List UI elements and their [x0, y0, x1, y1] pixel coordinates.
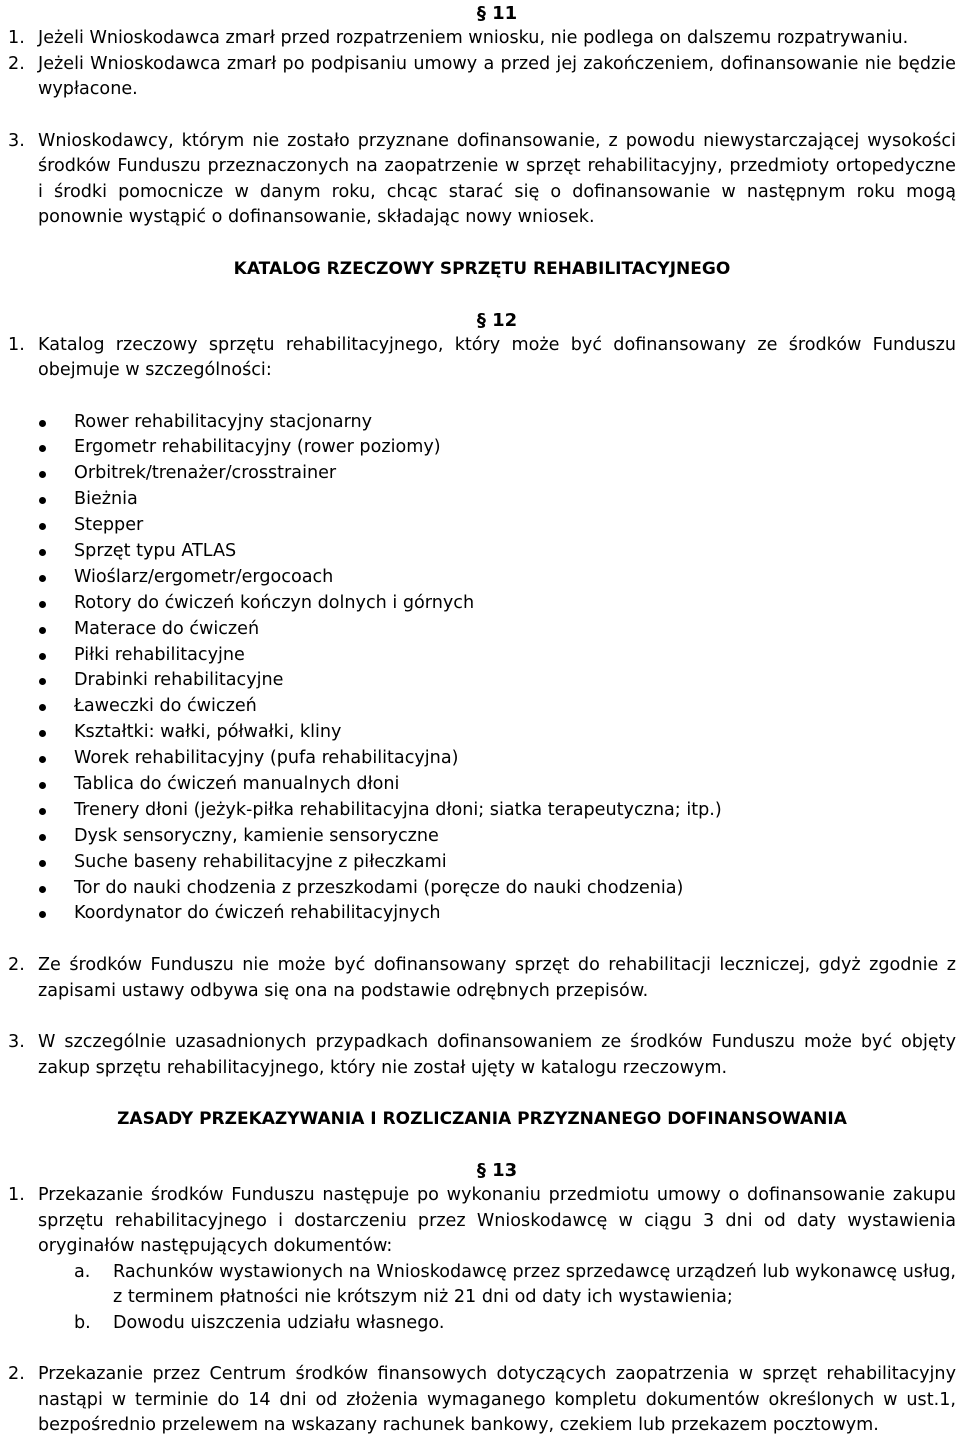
sec13-paragraph-2: [8, 1362, 956, 1439]
bullet-icon: [8, 591, 74, 617]
list-item: [8, 617, 956, 643]
list-item-text: Kształtki: wałki, półwałki, kliny: [74, 722, 342, 743]
paragraph-text: Przekazanie przez Centrum środków finansowych dotyczących zaopatrzenia w sprzęt rehabilitacyjny nastąpi w terminie do 14 dni od złożenia wymaganego kompletu dokumentów określonych w ust.1, bezpośrednio przelewem na wskazany rachunek bankowy, czekiem lub przekazem pocztowym.: [38, 1364, 956, 1436]
subparagraph-text: Dowodu uiszczenia udziału własnego.: [113, 1312, 445, 1333]
bullet-icon: [8, 539, 74, 565]
list-item: [8, 461, 956, 487]
paragraph-number: 1.: [8, 1185, 25, 1206]
list-item: [8, 435, 956, 461]
list-item: [8, 539, 956, 565]
list-item-text: Rower rehabilitacyjny stacjonarny: [74, 411, 373, 432]
bullet-icon: [8, 565, 74, 591]
list-item: [8, 772, 956, 798]
sec13-subparagraph-b: [8, 1311, 956, 1337]
equipment-list: [8, 410, 956, 928]
list-item-text: Rotory do ćwiczeń kończyn dolnych i górnych: [74, 592, 475, 613]
bullet-icon: [8, 876, 74, 902]
list-item-text: Orbitrek/trenażer/crosstrainer: [74, 463, 337, 484]
bullet-icon: [8, 668, 74, 694]
paragraph-text: Katalog rzeczowy sprzętu rehabilitacyjnego, który może być dofinansowany ze środków Funduszu obejmuje w szczególności:: [38, 334, 956, 380]
paragraph-number: 2.: [8, 1364, 25, 1385]
list-item-text: Bieżnia: [74, 489, 138, 510]
section-12-mark: § 12: [476, 309, 518, 331]
bullet-icon: [8, 772, 74, 798]
sec13-paragraph-1: [8, 1183, 956, 1260]
list-item-text: Sprzęt typu ATLAS: [74, 540, 237, 561]
list-item: [8, 850, 956, 876]
bullet-icon: [8, 720, 74, 746]
bullet-icon: [8, 410, 74, 436]
sec11-paragraph-2: [8, 52, 956, 103]
paragraph-text: Jeżeli Wnioskodawca zmarł przed rozpatrzeniem wniosku, nie podlega on dalszemu rozpatrywaniu.: [38, 28, 909, 48]
subparagraph-text: Rachunków wystawionych na Wnioskodawcę przez sprzedawcę urządzeń lub wykonawcę usług, z terminem płatności nie krótszym niż 21 dni od daty ich wystawienia;: [113, 1261, 956, 1308]
list-item: [8, 643, 956, 669]
bullet-icon: [8, 513, 74, 539]
paragraph-text: Ze środków Funduszu nie może być dofinansowany sprzęt do rehabilitacji leczniczej, gdyż zgodnie z zapisami ustawy odbywa się ona na podstawie odrębnych przepisów.: [38, 955, 956, 1001]
list-item-text: Ergometr rehabilitacyjny (rower poziomy): [74, 437, 441, 458]
list-item-text: Stepper: [74, 515, 144, 536]
list-item: [8, 565, 956, 591]
section-11-mark: § 11: [476, 3, 518, 24]
bullet-icon: [8, 643, 74, 669]
paragraph-text: W szczególnie uzasadnionych przypadkach dofinansowaniem ze środków Funduszu może być objęty zakup sprzętu rehabilitacyjnego, który nie został ujęty w katalogu rzeczowym.: [38, 1032, 956, 1078]
paragraph-number: 2.: [8, 955, 25, 976]
list-item: [8, 901, 956, 927]
heading-catalog: KATALOG RZECZOWY SPRZĘTU REHABILITACYJNEGO: [233, 258, 731, 279]
bullet-icon: [8, 487, 74, 513]
list-item-text: Worek rehabilitacyjny (pufa rehabilitacyjna): [74, 748, 459, 769]
list-item: [8, 798, 956, 824]
sec12-paragraph-2: [8, 953, 956, 1004]
paragraph-number: 3.: [8, 130, 25, 151]
list-item-text: Wioślarz/ergometr/ergocoach: [74, 566, 334, 587]
list-item: [8, 513, 956, 539]
subparagraph-letter: b.: [74, 1312, 91, 1333]
sec12-paragraph-3: [8, 1030, 956, 1081]
list-item-text: Koordynator do ćwiczeń rehabilitacyjnych: [74, 903, 441, 924]
list-item-text: Trenery dłoni (jeżyk-piłka rehabilitacyjna dłoni; siatka terapeutyczna; itp.): [74, 799, 722, 820]
bullet-icon: [8, 850, 74, 876]
bullet-icon: [8, 461, 74, 487]
list-item-text: Materace do ćwiczeń: [74, 618, 260, 639]
list-item: [8, 694, 956, 720]
list-item: [8, 410, 956, 436]
paragraph-text: Wnioskodawcy, którym nie zostało przyznane dofinansowanie, z powodu niewystarczającej wysokości środków Funduszu przeznaczonych na zaopatrzenie w sprzęt rehabilitacyjny, przedmioty ortopedyczne i środki pomocnicze w danym roku, chcąc starać się o dofinansowanie w następnym roku mogą ponownie wystąpić o dofinansowanie, składając nowy wniosek.: [38, 130, 956, 227]
subparagraph-letter: a.: [74, 1261, 91, 1282]
list-item-text: Piłki rehabilitacyjne: [74, 644, 245, 665]
sec13-subparagraph-a: [8, 1260, 956, 1311]
sec11-paragraph-1: [8, 26, 956, 52]
heading-rules: ZASADY PRZEKAZYWANIA I ROZLICZANIA PRZYZNANEGO DOFINANSOWANIA: [117, 1109, 847, 1130]
list-item-text: Tablica do ćwiczeń manualnych dłoni: [74, 773, 400, 794]
list-item: [8, 824, 956, 850]
document-page: [8, 0, 956, 1439]
list-item-text: Drabinki rehabilitacyjne: [74, 670, 284, 691]
paragraph-text: Jeżeli Wnioskodawca zmarł po podpisaniu umowy a przed jej zakończeniem, dofinansowanie nie będzie wypłacone.: [38, 53, 956, 99]
bullet-icon: [8, 901, 74, 927]
list-item: [8, 591, 956, 617]
bullet-icon: [8, 617, 74, 643]
list-item-text: Dysk sensoryczny, kamienie sensoryczne: [74, 825, 439, 846]
list-item-text: Tor do nauki chodzenia z przeszkodami (poręcze do nauki chodzenia): [74, 877, 684, 898]
list-item-text: Ławeczki do ćwiczeń: [74, 696, 257, 717]
bullet-icon: [8, 746, 74, 772]
list-item: [8, 487, 956, 513]
list-item: [8, 746, 956, 772]
bullet-icon: [8, 694, 74, 720]
sec12-paragraph-1: [8, 333, 956, 384]
list-item: [8, 876, 956, 902]
paragraph-number: 1.: [8, 28, 25, 48]
bullet-icon: [8, 824, 74, 850]
sec11-paragraph-3: [8, 129, 956, 231]
paragraph-number: 3.: [8, 1032, 25, 1053]
list-item: [8, 668, 956, 694]
bullet-icon: [8, 435, 74, 461]
section-13-mark: § 13: [476, 1160, 518, 1182]
paragraph-text: Przekazanie środków Funduszu następuje po wykonaniu przedmiotu umowy o dofinansowanie zakupu sprzętu rehabilitacyjnego i dostarczeniu przez Wnioskodawcę w ciągu 3 dni od daty wystawienia oryginałów następujących dokumentów:: [38, 1185, 956, 1257]
paragraph-number: 2.: [8, 53, 25, 74]
bullet-icon: [8, 798, 74, 824]
list-item-text: Suche baseny rehabilitacyjne z piłeczkami: [74, 851, 447, 872]
paragraph-number: 1.: [8, 334, 25, 355]
list-item: [8, 720, 956, 746]
